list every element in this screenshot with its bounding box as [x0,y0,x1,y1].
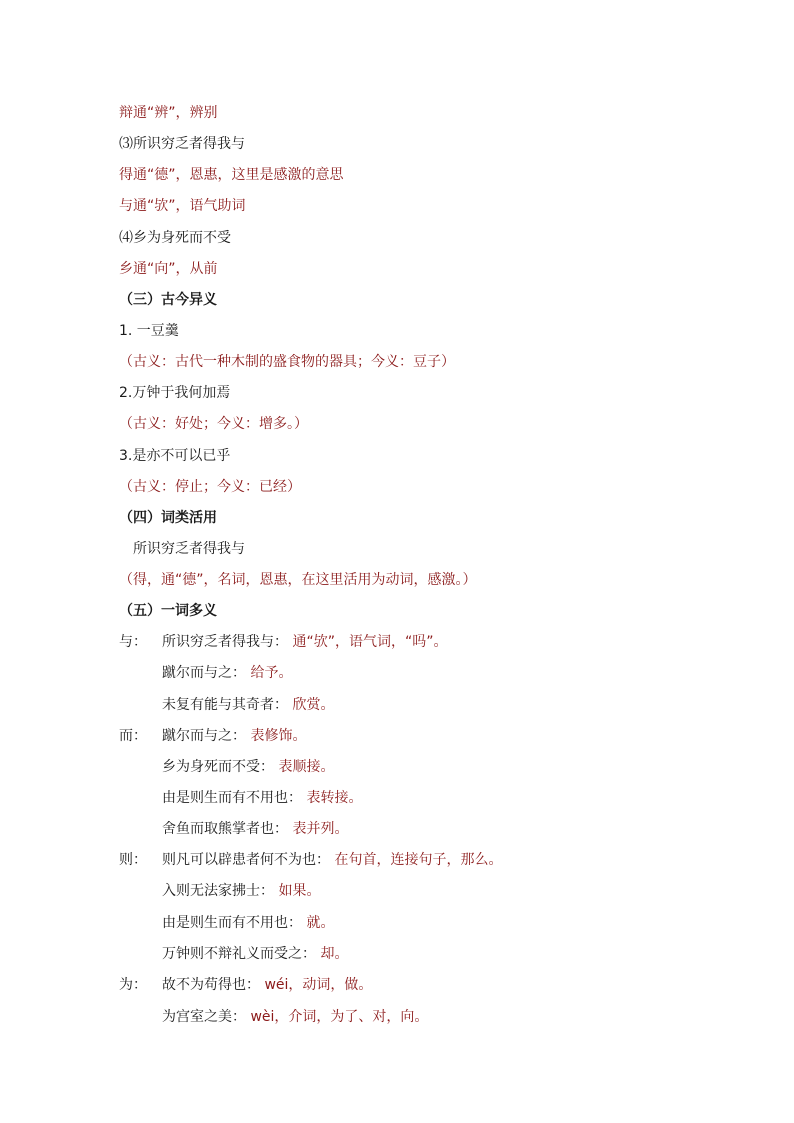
duoyi-sentence: 故不为苟得也： [162,977,260,993]
duoyi-entry [162,788,362,808]
gujin-note-2: （古义：好处；今义：增多。） [119,416,308,432]
duoyi-meaning: 表转接。 [306,790,363,806]
duoyi-sentence: 则凡可以辟患者何不为也： [162,852,330,868]
heading-gujin: （三）古今异义 [119,292,217,308]
heading-cilei: （四）词类活用 [119,510,217,526]
duoyi-sentence: 为宫室之美： [162,1009,246,1025]
duoyi-meaning: 表顺接。 [278,759,335,775]
gujin-item-1: 1. 一豆羹 [119,323,179,339]
note-xiang: 乡通“向”，从前 [119,261,218,277]
item-4: ⑷乡为身死而不受 [119,230,231,246]
duoyi-meaning: 表修饰。 [250,728,307,744]
duoyi-sentence: 乡为身死而不受： [162,759,274,775]
duoyi-entry [162,944,348,964]
duoyi-entry [162,975,372,995]
duoyi-meaning: 给予。 [250,665,293,681]
duoyi-word-wei: 为： [119,977,147,993]
duoyi-sentence: 蹴尔而与之： [162,665,246,681]
note-yu: 与通“欤”，语气助词 [119,198,246,214]
duoyi-meaning: 表并列。 [292,821,349,837]
duoyi-entry [162,1007,428,1027]
duoyi-sentence: 所识穷乏者得我与： [162,634,288,650]
duoyi-meaning: wèi，介词，为了、对，向。 [250,1009,429,1025]
duoyi-sentence: 入则无法家拂士： [162,883,274,899]
duoyi-meaning: 在句首，连接句子，那么。 [334,852,503,868]
duoyi-entry [162,819,348,839]
duoyi-meaning: 如果。 [278,883,321,899]
duoyi-word-yu: 与： [119,634,147,650]
duoyi-entry [162,850,502,870]
duoyi-sentence: 舍鱼而取熊掌者也： [162,821,288,837]
duoyi-meaning: 就。 [306,915,335,931]
duoyi-sentence: 未复有能与其奇者： [162,697,288,713]
heading-duoyi: （五）一词多义 [119,603,217,619]
cilei-item: 所识穷乏者得我与 [133,541,245,557]
note-bian: 辩通“辨”，辨别 [119,105,218,121]
duoyi-meaning: 欣赏。 [292,697,335,713]
duoyi-entry [162,663,292,683]
duoyi-sentence: 蹴尔而与之： [162,728,246,744]
duoyi-word-er: 而： [119,728,147,744]
duoyi-word-ze: 则： [119,852,147,868]
item-3: ⑶所识穷乏者得我与 [119,136,245,152]
duoyi-sentence: 由是则生而有不用也： [162,915,302,931]
duoyi-entry [162,757,334,777]
duoyi-sentence: 由是则生而有不用也： [162,790,302,806]
duoyi-entry [162,632,447,652]
duoyi-entry [162,881,320,901]
note-de: 得通“德”，恩惠，这里是感激的意思 [119,167,344,183]
duoyi-meaning: 通“欤”，语气词，“吗”。 [292,634,448,650]
gujin-item-3: 3.是亦不可以已乎 [119,448,231,464]
gujin-note-3: （古义：停止；今义：已经） [119,479,301,495]
cilei-note: （得，通“德”，名词，恩惠，在这里活用为动词，感激。） [119,572,477,588]
duoyi-entry [162,726,306,746]
duoyi-entry [162,695,334,715]
gujin-item-2: 2.万钟于我何加焉 [119,385,231,401]
duoyi-meaning: wéi，动词，做。 [264,977,373,993]
duoyi-sentence: 万钟则不辩礼义而受之： [162,946,316,962]
duoyi-meaning: 却。 [320,946,349,962]
gujin-note-1: （古义：古代一种木制的盛食物的器具；今义：豆子） [119,354,455,370]
duoyi-entry [162,913,334,933]
